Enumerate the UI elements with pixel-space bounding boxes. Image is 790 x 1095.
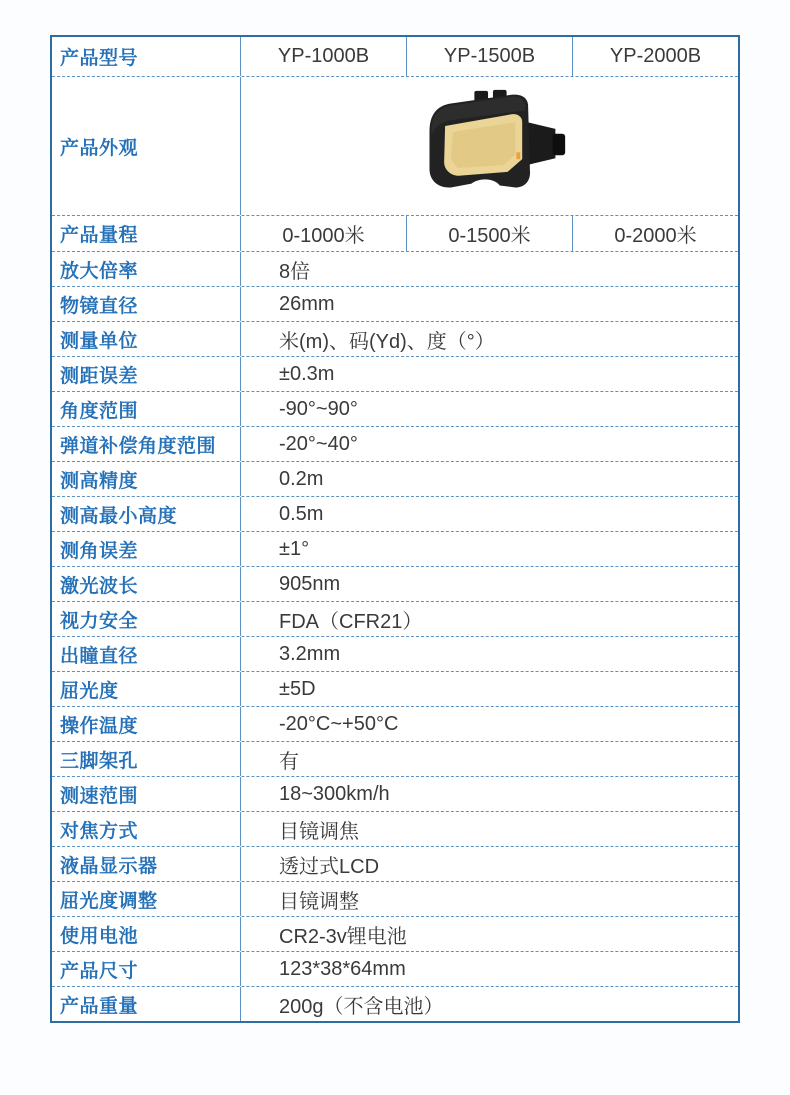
spec-value: 3.2mm xyxy=(279,642,341,665)
spec-value: 米(m)、码(Yd)、度（°） xyxy=(279,330,495,353)
spec-value: -90°~90° xyxy=(279,397,358,420)
spec-value: 0.2m xyxy=(279,467,324,490)
spec-label: 液晶显示器 xyxy=(52,847,241,881)
spec-row-magnification xyxy=(52,251,738,286)
spec-value: 0.5m xyxy=(279,502,324,525)
spec-row-battery xyxy=(52,916,738,951)
spec-label: 物镜直径 xyxy=(52,287,241,321)
spec-row-operating-temp xyxy=(52,706,738,741)
spec-row-angle-range xyxy=(52,391,738,426)
spec-row-angle-error xyxy=(52,531,738,566)
spec-value: ±1° xyxy=(279,537,310,560)
spec-row-dimensions xyxy=(52,951,738,986)
rangefinder-product-image xyxy=(402,85,578,207)
spec-value: 123*38*64mm xyxy=(279,957,406,980)
model-name-3: YP-2000B xyxy=(572,37,738,76)
header-row xyxy=(52,37,738,76)
device-eyepiece xyxy=(527,122,555,165)
spec-row-eye-safety xyxy=(52,601,738,636)
spec-label: 屈光度调整 xyxy=(52,882,241,916)
spec-value: 目镜调焦 xyxy=(279,820,359,843)
spec-value: 8倍 xyxy=(279,260,311,283)
range-value-2: 0-1500米 xyxy=(406,216,572,251)
spec-value: CR2-3v锂电池 xyxy=(279,925,407,948)
spec-label: 产品重量 xyxy=(52,987,241,1021)
spec-row-measure-units xyxy=(52,321,738,356)
spec-row-focus-method xyxy=(52,811,738,846)
spec-value: 18~300km/h xyxy=(279,782,390,805)
spec-label: 激光波长 xyxy=(52,567,241,601)
spec-label: 测高精度 xyxy=(52,462,241,496)
spec-value: ±5D xyxy=(279,677,316,700)
spec-label: 出瞳直径 xyxy=(52,637,241,671)
device-accent-dot xyxy=(516,152,520,159)
spec-label: 测速范围 xyxy=(52,777,241,811)
spec-value: 905nm xyxy=(279,572,341,595)
spec-value: 有 xyxy=(279,750,299,773)
spec-value: 目镜调整 xyxy=(279,890,359,913)
spec-label: 测量单位 xyxy=(52,322,241,356)
model-name-2: YP-1500B xyxy=(406,37,572,76)
spec-label: 测高最小高度 xyxy=(52,497,241,531)
spec-row-diopter-adjust xyxy=(52,881,738,916)
spec-value: 透过式LCD xyxy=(279,855,380,878)
spec-label: 弹道补偿角度范围 xyxy=(52,427,241,461)
spec-label: 三脚架孔 xyxy=(52,742,241,776)
range-row xyxy=(52,215,738,251)
spec-row-objective-diameter xyxy=(52,286,738,321)
spec-value: FDA（CFR21） xyxy=(279,610,423,633)
spec-label: 产品尺寸 xyxy=(52,952,241,986)
spec-row-lcd-display xyxy=(52,846,738,881)
spec-label: 测角误差 xyxy=(52,532,241,566)
spec-label: 屈光度 xyxy=(52,672,241,706)
spec-row-distance-error xyxy=(52,356,738,391)
spec-row-exit-pupil xyxy=(52,636,738,671)
spec-row-tripod-hole xyxy=(52,741,738,776)
range-value-3: 0-2000米 xyxy=(572,216,738,251)
appearance-row xyxy=(52,76,738,215)
spec-row-speed-range xyxy=(52,776,738,811)
spec-row-diopter xyxy=(52,671,738,706)
range-value-1: 0-1000米 xyxy=(282,225,365,247)
product-spec-table xyxy=(50,35,740,1023)
spec-value: 26mm xyxy=(279,292,335,315)
spec-row-weight xyxy=(52,986,738,1021)
appearance-image-cell xyxy=(241,77,738,215)
range-label: 产品量程 xyxy=(52,216,241,251)
spec-value: -20°~40° xyxy=(279,432,358,455)
spec-label: 操作温度 xyxy=(52,707,241,741)
spec-row-laser-wavelength xyxy=(52,566,738,601)
spec-value: 200g（不含电池） xyxy=(279,995,444,1018)
device-eyepiece-cap xyxy=(552,134,565,155)
spec-label: 放大倍率 xyxy=(52,252,241,286)
appearance-label: 产品外观 xyxy=(52,77,241,215)
spec-row-height-accuracy xyxy=(52,461,738,496)
spec-label: 使用电池 xyxy=(52,917,241,951)
spec-label: 测距误差 xyxy=(52,357,241,391)
spec-row-ballistic-angle-range xyxy=(52,426,738,461)
spec-value: ±0.3m xyxy=(279,362,335,385)
model-name-1: YP-1000B xyxy=(277,45,370,67)
spec-label: 视力安全 xyxy=(52,602,241,636)
spec-label: 对焦方式 xyxy=(52,812,241,846)
spec-row-min-height xyxy=(52,496,738,531)
spec-value: -20°C~+50°C xyxy=(279,712,399,735)
header-label: 产品型号 xyxy=(52,37,241,76)
spec-label: 角度范围 xyxy=(52,392,241,426)
